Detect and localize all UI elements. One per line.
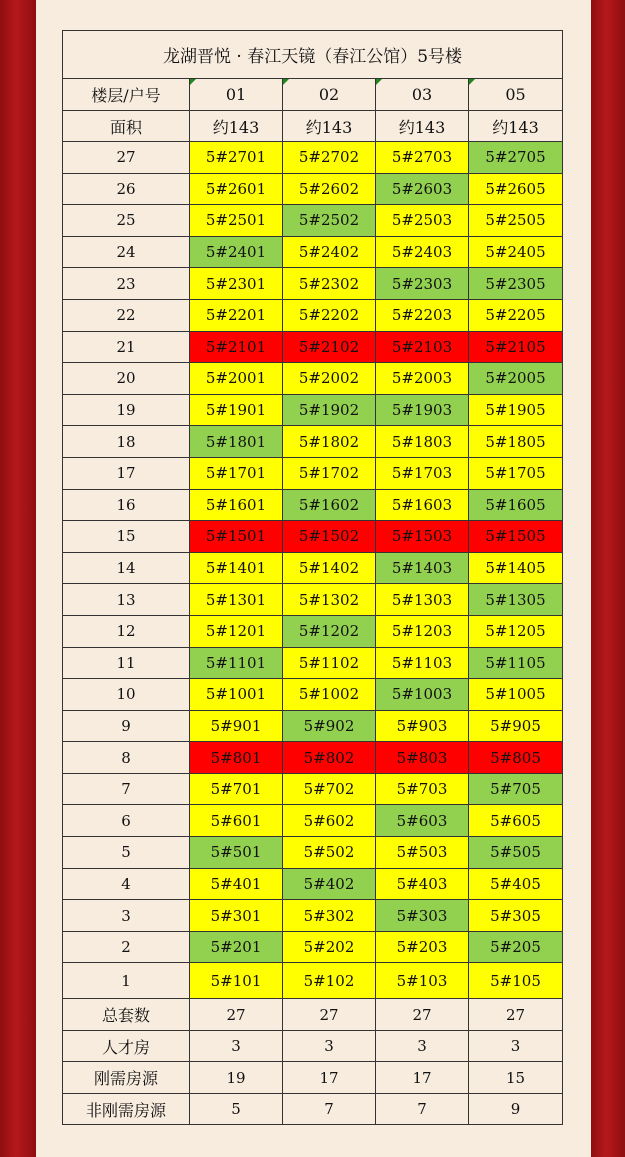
unit-cell: 5#802 bbox=[283, 742, 376, 774]
unit-cell: 5#1005 bbox=[469, 679, 563, 711]
unit-cell: 5#1203 bbox=[376, 615, 469, 647]
unit-cell: 5#1503 bbox=[376, 521, 469, 553]
unit-cell: 5#2402 bbox=[283, 236, 376, 268]
title-row bbox=[63, 31, 563, 79]
unit-cell: 5#1202 bbox=[283, 615, 376, 647]
unit-cell: 5#2505 bbox=[469, 205, 563, 237]
summary-label: 刚需房源 bbox=[63, 1062, 190, 1094]
unit-header-05: 05 bbox=[469, 79, 563, 111]
unit-cell: 5#1303 bbox=[376, 584, 469, 616]
unit-cell: 5#501 bbox=[190, 837, 283, 869]
floor-row bbox=[63, 363, 563, 395]
summary-value: 27 bbox=[376, 999, 469, 1031]
unit-cell: 5#803 bbox=[376, 742, 469, 774]
floor-row bbox=[63, 299, 563, 331]
unit-header-03: 03 bbox=[376, 79, 469, 111]
left-red-border bbox=[0, 0, 36, 1157]
summary-value: 17 bbox=[376, 1062, 469, 1094]
unit-cell: 5#1201 bbox=[190, 615, 283, 647]
unit-cell: 5#2701 bbox=[190, 142, 283, 174]
unit-cell: 5#503 bbox=[376, 837, 469, 869]
unit-cell: 5#1805 bbox=[469, 426, 563, 458]
floor-row bbox=[63, 710, 563, 742]
unit-cell: 5#2102 bbox=[283, 331, 376, 363]
floor-row bbox=[63, 205, 563, 237]
unit-cell: 5#2002 bbox=[283, 363, 376, 395]
floor-row bbox=[63, 805, 563, 837]
comment-marker-icon bbox=[376, 79, 382, 85]
unit-cell: 5#301 bbox=[190, 900, 283, 932]
unit-cell: 5#605 bbox=[469, 805, 563, 837]
unit-cell: 5#2401 bbox=[190, 236, 283, 268]
floor-row bbox=[63, 236, 563, 268]
unit-header-02: 02 bbox=[283, 79, 376, 111]
unit-cell: 5#2403 bbox=[376, 236, 469, 268]
summary-value: 9 bbox=[469, 1093, 563, 1125]
floor-number: 12 bbox=[63, 615, 190, 647]
floor-number: 15 bbox=[63, 521, 190, 553]
unit-cell: 5#1003 bbox=[376, 679, 469, 711]
unit-cell: 5#703 bbox=[376, 773, 469, 805]
floor-number: 21 bbox=[63, 331, 190, 363]
floor-row bbox=[63, 584, 563, 616]
unit-cell: 5#1803 bbox=[376, 426, 469, 458]
floor-number: 23 bbox=[63, 268, 190, 300]
unit-cell: 5#1402 bbox=[283, 552, 376, 584]
unit-cell: 5#1903 bbox=[376, 394, 469, 426]
unit-cell: 5#2503 bbox=[376, 205, 469, 237]
area-row bbox=[63, 111, 563, 142]
floor-unit-header: 楼层/户号 bbox=[63, 79, 190, 111]
summary-value: 17 bbox=[283, 1062, 376, 1094]
floor-number: 3 bbox=[63, 900, 190, 932]
unit-cell: 5#102 bbox=[283, 963, 376, 999]
summary-value: 7 bbox=[283, 1093, 376, 1125]
unit-cell: 5#505 bbox=[469, 837, 563, 869]
summary-value: 27 bbox=[190, 999, 283, 1031]
floor-row bbox=[63, 679, 563, 711]
unit-cell: 5#1905 bbox=[469, 394, 563, 426]
floor-number: 8 bbox=[63, 742, 190, 774]
unit-cell: 5#705 bbox=[469, 773, 563, 805]
unit-cell: 5#1802 bbox=[283, 426, 376, 458]
unit-cell: 5#403 bbox=[376, 868, 469, 900]
unit-header-01: 01 bbox=[190, 79, 283, 111]
unit-cell: 5#203 bbox=[376, 931, 469, 963]
floor-number: 11 bbox=[63, 647, 190, 679]
unit-cell: 5#1102 bbox=[283, 647, 376, 679]
unit-cell: 5#2301 bbox=[190, 268, 283, 300]
floor-number: 2 bbox=[63, 931, 190, 963]
unit-cell: 5#1401 bbox=[190, 552, 283, 584]
unit-cell: 5#2202 bbox=[283, 299, 376, 331]
floor-row bbox=[63, 457, 563, 489]
summary-value: 3 bbox=[190, 1030, 283, 1062]
unit-cell: 5#2205 bbox=[469, 299, 563, 331]
unit-cell: 5#2303 bbox=[376, 268, 469, 300]
unit-cell: 5#2302 bbox=[283, 268, 376, 300]
unit-cell: 5#1602 bbox=[283, 489, 376, 521]
floor-number: 20 bbox=[63, 363, 190, 395]
area-value: 约143 bbox=[376, 111, 469, 142]
summary-value: 27 bbox=[469, 999, 563, 1031]
unit-cell: 5#1801 bbox=[190, 426, 283, 458]
summary-value: 19 bbox=[190, 1062, 283, 1094]
unit-cell: 5#2305 bbox=[469, 268, 563, 300]
unit-cell: 5#2105 bbox=[469, 331, 563, 363]
summary-row bbox=[63, 1062, 563, 1094]
unit-cell: 5#602 bbox=[283, 805, 376, 837]
floor-number: 13 bbox=[63, 584, 190, 616]
unit-cell: 5#2005 bbox=[469, 363, 563, 395]
floor-number: 14 bbox=[63, 552, 190, 584]
unit-cell: 5#2602 bbox=[283, 173, 376, 205]
floor-row bbox=[63, 615, 563, 647]
right-red-border bbox=[591, 0, 625, 1157]
floor-row bbox=[63, 394, 563, 426]
unit-cell: 5#1002 bbox=[283, 679, 376, 711]
unit-cell: 5#1605 bbox=[469, 489, 563, 521]
area-label: 面积 bbox=[63, 111, 190, 142]
unit-cell: 5#2501 bbox=[190, 205, 283, 237]
unit-cell: 5#902 bbox=[283, 710, 376, 742]
summary-value: 27 bbox=[283, 999, 376, 1031]
unit-cell: 5#702 bbox=[283, 773, 376, 805]
unit-cell: 5#2601 bbox=[190, 173, 283, 205]
unit-cell: 5#205 bbox=[469, 931, 563, 963]
comment-marker-icon bbox=[469, 79, 475, 85]
floor-row bbox=[63, 173, 563, 205]
unit-cell: 5#1901 bbox=[190, 394, 283, 426]
comment-marker-icon bbox=[190, 79, 196, 85]
floor-number: 17 bbox=[63, 457, 190, 489]
floor-row bbox=[63, 931, 563, 963]
unit-cell: 5#2201 bbox=[190, 299, 283, 331]
floor-row bbox=[63, 142, 563, 174]
summary-row bbox=[63, 1093, 563, 1125]
unit-cell: 5#1405 bbox=[469, 552, 563, 584]
unit-cell: 5#1103 bbox=[376, 647, 469, 679]
floor-number: 1 bbox=[63, 963, 190, 999]
unit-cell: 5#905 bbox=[469, 710, 563, 742]
unit-cell: 5#2101 bbox=[190, 331, 283, 363]
unit-cell: 5#202 bbox=[283, 931, 376, 963]
area-value: 约143 bbox=[190, 111, 283, 142]
unit-cell: 5#1702 bbox=[283, 457, 376, 489]
unit-cell: 5#2001 bbox=[190, 363, 283, 395]
floor-row bbox=[63, 868, 563, 900]
unit-cell: 5#101 bbox=[190, 963, 283, 999]
summary-row bbox=[63, 999, 563, 1031]
unit-cell: 5#1601 bbox=[190, 489, 283, 521]
floor-row bbox=[63, 900, 563, 932]
unit-cell: 5#1502 bbox=[283, 521, 376, 553]
unit-cell: 5#601 bbox=[190, 805, 283, 837]
summary-value: 3 bbox=[376, 1030, 469, 1062]
floor-row bbox=[63, 521, 563, 553]
table-title: 龙湖晋悦 · 春江天镜（春江公馆）5号楼 bbox=[63, 31, 563, 79]
unit-cell: 5#805 bbox=[469, 742, 563, 774]
unit-cell: 5#1101 bbox=[190, 647, 283, 679]
unit-cell: 5#103 bbox=[376, 963, 469, 999]
floor-number: 7 bbox=[63, 773, 190, 805]
summary-value: 7 bbox=[376, 1093, 469, 1125]
unit-cell: 5#1001 bbox=[190, 679, 283, 711]
unit-cell: 5#105 bbox=[469, 963, 563, 999]
summary-value: 15 bbox=[469, 1062, 563, 1094]
floor-number: 25 bbox=[63, 205, 190, 237]
unit-cell: 5#1403 bbox=[376, 552, 469, 584]
unit-cell: 5#2605 bbox=[469, 173, 563, 205]
unit-cell: 5#2003 bbox=[376, 363, 469, 395]
floor-row bbox=[63, 837, 563, 869]
unit-cell: 5#2103 bbox=[376, 331, 469, 363]
floor-row bbox=[63, 489, 563, 521]
floor-row bbox=[63, 963, 563, 999]
unit-cell: 5#1305 bbox=[469, 584, 563, 616]
floor-number: 6 bbox=[63, 805, 190, 837]
floor-row bbox=[63, 773, 563, 805]
floor-number: 26 bbox=[63, 173, 190, 205]
floor-number: 4 bbox=[63, 868, 190, 900]
summary-label: 人才房 bbox=[63, 1030, 190, 1062]
floor-row bbox=[63, 742, 563, 774]
unit-cell: 5#1701 bbox=[190, 457, 283, 489]
unit-cell: 5#402 bbox=[283, 868, 376, 900]
summary-value: 5 bbox=[190, 1093, 283, 1125]
area-value: 约143 bbox=[469, 111, 563, 142]
unit-cell: 5#1501 bbox=[190, 521, 283, 553]
unit-cell: 5#701 bbox=[190, 773, 283, 805]
unit-cell: 5#2502 bbox=[283, 205, 376, 237]
unit-cell: 5#201 bbox=[190, 931, 283, 963]
floor-row bbox=[63, 426, 563, 458]
unit-cell: 5#302 bbox=[283, 900, 376, 932]
summary-label: 非刚需房源 bbox=[63, 1093, 190, 1125]
unit-cell: 5#1105 bbox=[469, 647, 563, 679]
unit-cell: 5#1603 bbox=[376, 489, 469, 521]
unit-cell: 5#1302 bbox=[283, 584, 376, 616]
summary-row bbox=[63, 1030, 563, 1062]
unit-cell: 5#1705 bbox=[469, 457, 563, 489]
summary-label: 总套数 bbox=[63, 999, 190, 1031]
floor-row bbox=[63, 552, 563, 584]
floor-number: 24 bbox=[63, 236, 190, 268]
floor-row bbox=[63, 331, 563, 363]
unit-cell: 5#1205 bbox=[469, 615, 563, 647]
unit-cell: 5#801 bbox=[190, 742, 283, 774]
unit-cell: 5#2703 bbox=[376, 142, 469, 174]
unit-cell: 5#303 bbox=[376, 900, 469, 932]
unit-cell: 5#903 bbox=[376, 710, 469, 742]
unit-cell: 5#2702 bbox=[283, 142, 376, 174]
unit-cell: 5#603 bbox=[376, 805, 469, 837]
unit-cell: 5#305 bbox=[469, 900, 563, 932]
unit-cell: 5#1703 bbox=[376, 457, 469, 489]
floor-number: 5 bbox=[63, 837, 190, 869]
unit-cell: 5#401 bbox=[190, 868, 283, 900]
unit-cell: 5#2405 bbox=[469, 236, 563, 268]
summary-value: 3 bbox=[283, 1030, 376, 1062]
floor-row bbox=[63, 268, 563, 300]
summary-value: 3 bbox=[469, 1030, 563, 1062]
header-row bbox=[63, 79, 563, 111]
floor-row bbox=[63, 647, 563, 679]
unit-cell: 5#1902 bbox=[283, 394, 376, 426]
unit-cell: 5#1505 bbox=[469, 521, 563, 553]
unit-cell: 5#502 bbox=[283, 837, 376, 869]
comment-marker-icon bbox=[283, 79, 289, 85]
unit-cell: 5#2705 bbox=[469, 142, 563, 174]
floor-number: 27 bbox=[63, 142, 190, 174]
floor-number: 18 bbox=[63, 426, 190, 458]
floor-number: 10 bbox=[63, 679, 190, 711]
unit-cell: 5#901 bbox=[190, 710, 283, 742]
unit-cell: 5#2203 bbox=[376, 299, 469, 331]
area-value: 约143 bbox=[283, 111, 376, 142]
floor-number: 9 bbox=[63, 710, 190, 742]
floor-number: 19 bbox=[63, 394, 190, 426]
unit-cell: 5#1301 bbox=[190, 584, 283, 616]
unit-cell: 5#2603 bbox=[376, 173, 469, 205]
floor-number: 22 bbox=[63, 299, 190, 331]
floor-number: 16 bbox=[63, 489, 190, 521]
unit-cell: 5#405 bbox=[469, 868, 563, 900]
unit-availability-table bbox=[62, 30, 563, 1125]
